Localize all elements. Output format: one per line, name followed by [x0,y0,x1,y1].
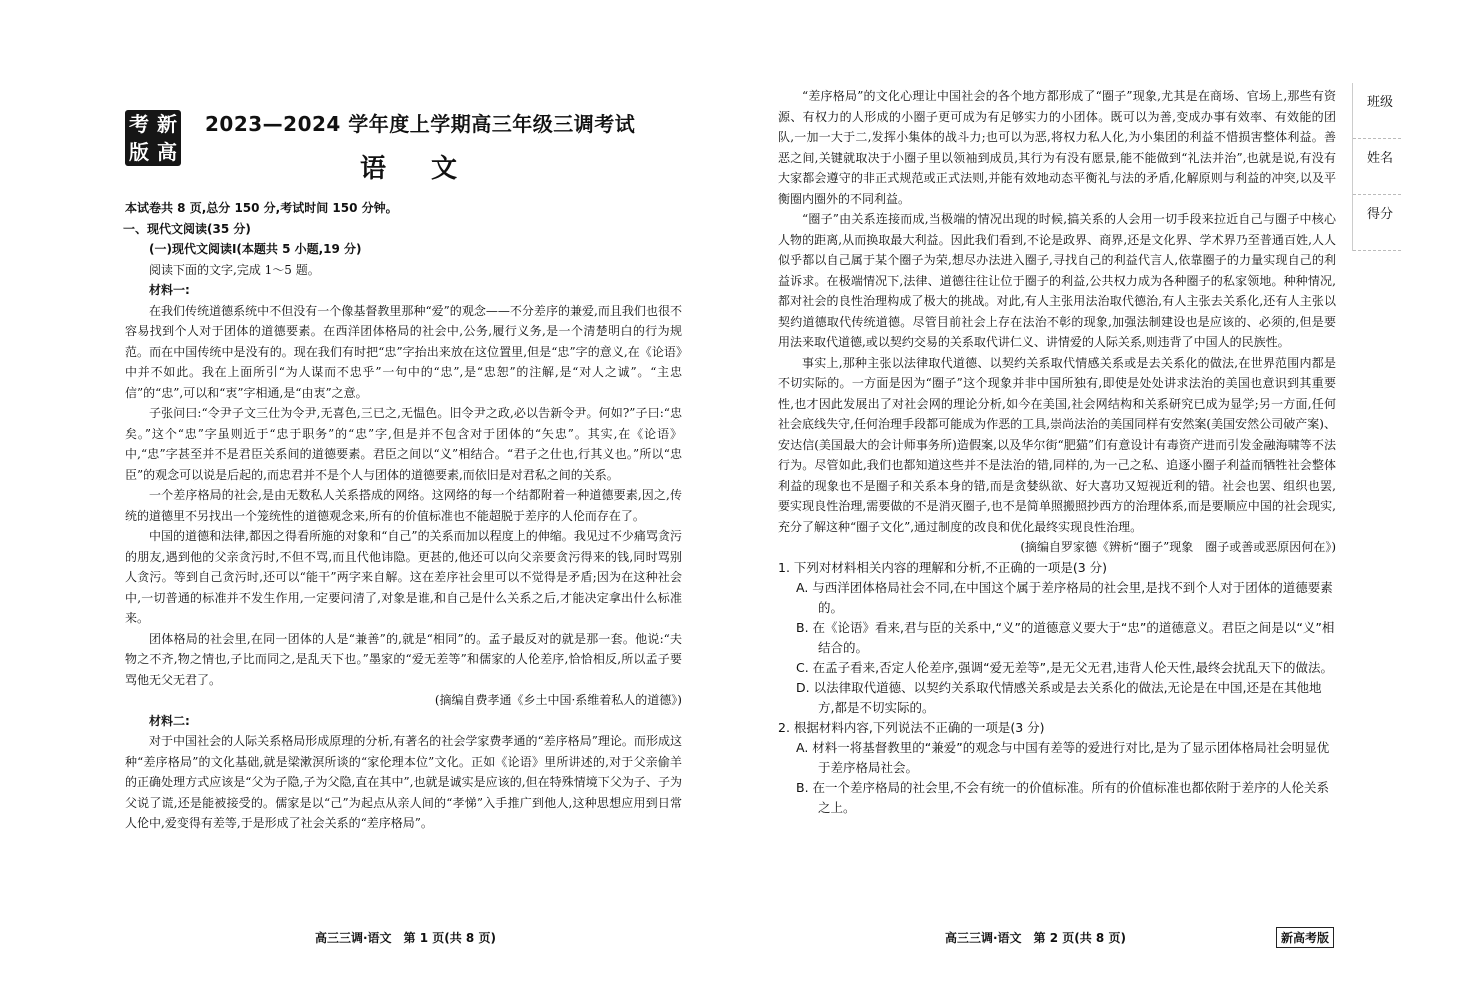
page-footer-left: 高三三调·语文 第 1 页(共 8 页) [315,931,496,945]
subject-title: 语 文 [360,154,476,184]
material-one-label: 材料一: [149,283,190,297]
material-two-label: 材料二: [149,713,190,728]
material-two-source: (摘编自罗家德《辨析“圈子”现象 圈子或善或恶原因何在》) [1020,540,1336,554]
edition-badge: 新高考版 [1276,927,1334,948]
question-1-option-d: D. 以法律取代道德、以契约关系取代情感关系或是去关系化的做法,无论是在中国,还是在其他地方,都是不切实际的。 [796,679,1322,715]
instruction: 阅读下面的文字,完成 1～5 题。 [149,262,320,277]
material-two-paragraph: 事实上,那种主张以法律取代道德、以契约关系取代情感关系或是去关系化的做法,在世界范围内都是不切实际的。一方面是因为“圈子”这个现象并非中国所独有,即使是处处讲求法治的美国也意识到其重要性,也才因此发展出了对社会网的理论分析,如今在美国,社会网结构和关系研究已成为显学;另一方面,任何社会底线失守,任何治理手段都可能成为作恶的工具,崇尚法治的美国同样有安然案(美国安然公司破产案)、安达信(美国最大的会计师事务所)造假案,以及华尔街“肥猫”们有意设计有毒资产进而引发金融海啸等不法行为。尽管如此,我们也都知道这些并不是法治的错,同样的,为一己之私、追逐小圈子利益而牺牲社会整体利益的现象也不是圈子和关系本身的错,而是贪婪纵欲、好大喜功又短视近利的错。社会也罢、组织也罢,要实现良性治理,需要做的不是消灭圈子,也不是简单照搬照抄西方的治理体系,而是要顺应中国的社会现实,充分了解这种“圈子文化”,通过制度的改良和优化最终实现良性治理。 [778,355,1336,534]
logo-char: 版 [129,140,149,164]
score-field[interactable]: 得分 [1353,195,1401,251]
logo-char: 高 [157,140,177,164]
logo-char: 考 [129,112,149,136]
page-footer-right: 高三三调·语文 第 2 页(共 8 页) [945,931,1126,945]
material-one-paragraph: 在我们传统道德系统中不但没有一个像基督教里那种“爱”的观念——不分差序的兼爱,而且我们也很不容易找到个人对于团体的道德要素。在西洋团体格局的社会中,公务,履行义务,是一个清楚明白的行为规范。而在中国传统中是没有的。现在我们有时把“忠”字抬出来放在这位置里,但是“忠”字的意义,在《论语》中并不如此。我在上面所引“为人谋而不忠乎”一句中的“忠”,是“忠恕”的注解,是“对人之诚”。“主忠信”的“忠”,可以和“衷”字相通,是“由衷”之意。 [125,303,682,400]
name-field[interactable]: 姓名 [1353,139,1401,195]
question-2-stem: 2. 根据材料内容,下列说法不正确的一项是(3 分) [778,719,1045,735]
section-heading: 一、现代文阅读(35 分) [123,221,251,236]
material-two-paragraph: 对于中国社会的人际关系格局形成原理的分析,有著名的社会学家费孝通的“差序格局”理论。而形成这种“差序格局”的文化基础,就是梁漱溟所谈的“家伦理本位”文化。正如《论语》里所讲述的,对于父亲偷羊的正确处理方式应该是“父为子隐,子为父隐,直在其中”,也就是诚实是应该的,但在特殊情境下父为子、子为父说了谎,还是能被接受的。儒家是以“己”为起点从亲人间的“孝悌”入手推广到他人,这种思想应用到日常人伦中,爱变得有差等,于是形成了社会关系的“差序格局”。 [125,734,682,830]
part-heading-text: (一)现代文阅读Ⅰ(本题共 5 小题,19 分) [149,242,362,256]
part-heading [125,239,682,260]
question-1-option-a: A. 与西洋团体格局社会不同,在中国这个属于差序格局的社会里,是找不到个人对于团体的道德要素的。 [796,579,1333,615]
class-field[interactable]: 班级 [1353,83,1401,139]
material-one-paragraph: 子张问曰:“令尹子文三仕为令尹,无喜色,三已之,无愠色。旧令尹之政,必以告新令尹。何如?”子曰:“忠矣。”这个“忠”字虽则近于“忠于职务”的“忠”字,但是并不包含对于团体的“矢忠”。其实,在《论语》中,“忠”字甚至并不是君臣关系间的道德要素。君臣之间以“义”相结合。“君子之仕也,行其义也。”所以“忠臣”的观念可以说是后起的,而忠君并不是个人与团体的道德要素,而依旧是对君私之间的关系。 [125,406,682,482]
material-one-paragraph: 中国的道德和法律,都因之得看所施的对象和“自己”的关系而加以程度上的伸缩。我见过不少痛骂贪污的朋友,遇到他的父亲贪污时,不但不骂,而且代他讳隐。更甚的,他还可以向父亲要贪污得来的钱,同时骂别人贪污。等到自己贪污时,还可以“能干”两字来自解。这在差序社会里可以不觉得是矛盾;因为在这种社会中,一切普通的标准并不发生作用,一定要问清了,对象是谁,和自己是什么关系之后,才能决定拿出什么标准来。 [125,529,682,625]
logo-char: 新 [157,112,177,136]
student-info-box [1352,83,1401,251]
material-two-paragraph: “圈子”由关系连接而成,当极端的情况出现的时候,搞关系的人会用一切手段来拉近自己与圈子中核心人物的距离,从而换取最大利益。因此我们看到,不论是政界、商界,还是文化界、学术界乃至普通百姓,人人似乎都以自己属于某个圈子为荣,想尽办法进入圈子,寻找自己的利益代言人,依靠圈子的力量实现自己的利益诉求。在极端情况下,法律、道德往往让位于圈子的利益,公共权力成为各种圈子的私家领地。种种情况,都对社会的良性治理构成了极大的挑战。对此,有人主张用法治取代德治,有人主张去关系化,还有人主张以契约道德取代传统道德。尽管目前社会上存在法治不彰的现象,加强法制建设也是应该的、必须的,但是要用法来取代道德,或以契约交易的关系取代讲仁义、讲情爱的人际关系,则违背了中国人的民族性。 [778,212,1336,349]
left-column [125,198,682,834]
right-column [778,86,1336,818]
material-two-paragraph: “差序格局”的文化心理让中国社会的各个地方都形成了“圈子”现象,尤其是在商场、官场上,那些有资源、有权力的人形成的小圈子更可成为有足够实力的小团体。既可以为善,变成办事有效率、有效能的团队,一加一大于二,发挥小集体的战斗力;也可以为恶,将权力私人化,为小集团的利益不惜损害整体利益。善恶之间,关键就取决于小圈子里以领袖到成员,其行为有没有愿景,能不能做到“礼法并治”,也就是说,有没有大家都会遵守的非正式规范或正式法则,并能有效地动态平衡礼与法的矛盾,化解原则与利益的冲突,以及平衡圈内圈外的不同利益。 [778,89,1336,206]
material-one-paragraph: 团体格局的社会里,在同一团体的人是“兼善”的,就是“相同”的。孟子最反对的就是那一套。他说:“夫物之不齐,物之情也,子比而同之,是乱天下也。”墨家的“爱无差等”和儒家的人伦差序,恰恰相反,所以孟子要骂他无父无君了。 [125,631,682,687]
exam-info: 本试卷共 8 页,总分 150 分,考试时间 150 分钟。 [125,201,398,215]
question-1-option-c: C. 在孟子看来,否定人伦差序,强调“爱无差等”,是无父无君,违背人伦天性,最终会扰乱天下的做法。 [796,659,1333,675]
question-2-option-a: A. 材料一将基督教里的“兼爱”的观念与中国有差等的爱进行对比,是为了显示团体格局社会明显优于差序格局社会。 [796,739,1330,775]
question-1-option-b: B. 在《论语》看来,君与臣的关系中,“义”的道德意义要大于“忠”的道德意义。君臣之间是以“义”相结合的。 [796,619,1335,655]
material-one-source: (摘编自费孝通《乡土中国·系维着私人的道德》) [434,693,682,707]
exam-logo [125,110,181,166]
question-1-stem: 1. 下列对材料相关内容的理解和分析,不正确的一项是(3 分) [778,559,1108,575]
question-2-option-b: B. 在一个差序格局的社会里,不会有统一的价值标准。所有的价值标准也都依附于差序的人伦关系之上。 [796,779,1329,815]
material-one-paragraph: 一个差序格局的社会,是由无数私人关系搭成的网络。这网络的每一个结都附着一种道德要素,因之,传统的道德里不另找出一个笼统性的道德观念来,所有的价值标准也不能超脱于差序的人伦而存在了。 [125,488,682,523]
exam-title: 2023—2024 学年度上学期高三年级三调考试 [205,112,636,136]
